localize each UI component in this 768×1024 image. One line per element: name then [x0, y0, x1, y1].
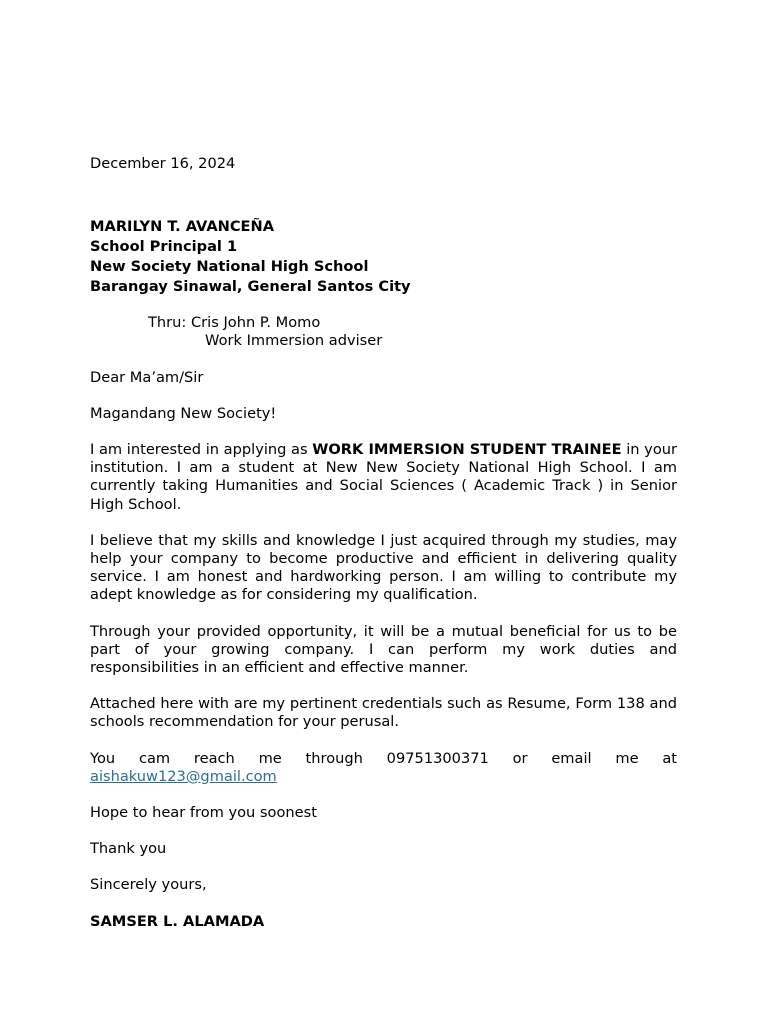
thru-line: Thru: Cris John P. Momo	[148, 314, 321, 332]
para1-before: I am interested in applying as	[90, 441, 313, 459]
contact-line: You cam reach me through 09751300371 or email me at	[90, 749, 677, 767]
greeting: Magandang New Society!	[90, 404, 277, 422]
thanks-line: Thank you	[90, 840, 167, 858]
salutation: Dear Ma’am/Sir	[90, 368, 204, 386]
recipient-address: Barangay Sinawal, General Santos City	[90, 278, 411, 296]
paragraph-application	[90, 441, 677, 514]
letter-body	[90, 155, 677, 931]
paragraph-skills: I believe that my skills and knowledge I just acquired through my studies, may help your company to become productive and efficient in delivering quality service. I am honest and hardworking person. I am willing to contribute my adept knowledge as for considering my qualification.	[90, 531, 677, 604]
paragraph-attachments: Attached here with are my pertinent credentials such as Resume, Form 138 and schools recommendation for your perusal.	[90, 695, 677, 731]
signature-name: SAMSER L. ALAMADA	[90, 912, 265, 930]
recipient-name: MARILYN T. AVANCEÑA	[90, 218, 275, 236]
closing-line: Sincerely yours,	[90, 876, 207, 894]
contact-email-line	[90, 768, 677, 786]
recipient-block	[90, 217, 677, 297]
email-link[interactable]: aishakuw123@gmail.com	[90, 767, 277, 785]
position-title: WORK IMMERSION STUDENT TRAINEE	[312, 441, 622, 459]
letter-date: December 16, 2024	[90, 155, 236, 172]
hope-line: Hope to hear from you soonest	[90, 804, 317, 822]
paragraph-opportunity: Through your provided opportunity, it will be a mutual beneficial for us to be part of your growing company. I can perform my work duties and responsibilities in an efficient and effective manner.	[90, 622, 677, 677]
para1-after: in your institution. I am a student at New New Society National High School. I am currently taking Humanities and Social Sciences ( Academic Track ) in Senior High School.	[90, 441, 678, 513]
recipient-title: School Principal 1	[90, 238, 238, 256]
thru-role: Work Immersion adviser	[205, 332, 383, 350]
recipient-school: New Society National High School	[90, 258, 369, 276]
